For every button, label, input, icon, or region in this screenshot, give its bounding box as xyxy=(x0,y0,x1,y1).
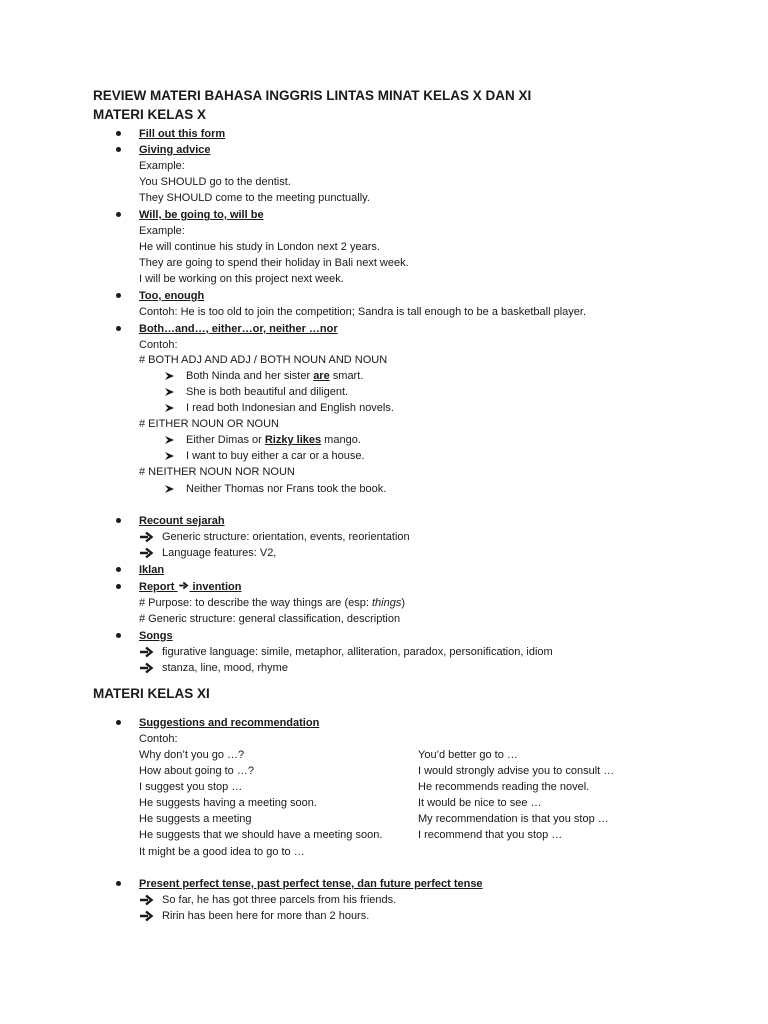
underlined-word: are xyxy=(313,370,330,382)
text-line: They are going to spend their holiday in Bali next week. xyxy=(139,257,409,269)
bullet-icon xyxy=(116,326,121,331)
arrow-right-icon xyxy=(139,908,155,924)
suggestion-left: It might be a good idea to go to … xyxy=(139,846,305,858)
suggestion-right: My recommendation is that you stop … xyxy=(418,813,609,825)
suggestion-right: I would strongly advise you to consult … xyxy=(418,765,615,777)
topic-will-going-to: Will, be going to, will be xyxy=(139,209,264,221)
text-line: # Generic structure: general classification, description xyxy=(139,613,401,625)
rule-line: # NEITHER NOUN NOR NOUN xyxy=(139,466,295,478)
arrow-right-icon xyxy=(139,529,155,545)
suggestion-left: Why don’t you go …? xyxy=(139,749,245,761)
topic-report-invention xyxy=(139,579,241,595)
document-title: REVIEW MATERI BAHASA INGGRIS LINTAS MINAT KELAS X DAN XI xyxy=(93,88,532,103)
text-line: Contoh: xyxy=(139,339,178,351)
suggestion-right: I recommend that you stop … xyxy=(418,829,563,841)
topic-giving-advice: Giving advice xyxy=(139,144,211,156)
example-line: She is both beautiful and diligent. xyxy=(186,386,349,398)
text-line: Generic structure: orientation, events, reorientation xyxy=(162,531,410,543)
text-line: So far, he has got three parcels from his friends. xyxy=(162,894,397,906)
bullet-icon xyxy=(116,633,121,638)
arrow-right-icon xyxy=(139,660,155,676)
arrowhead-bullet-icon xyxy=(162,448,178,464)
arrow-right-icon xyxy=(178,580,190,591)
text-line: Contoh: He is too old to join the competition; Sandra is tall enough to be a basketball player. xyxy=(139,306,587,318)
text-segment: Either Dimas or xyxy=(186,434,265,446)
example-line: I read both Indonesian and English novels. xyxy=(186,402,394,414)
suggestion-left: He suggests having a meeting soon. xyxy=(139,797,317,809)
example-line xyxy=(186,432,361,448)
text-line: Language features: V2, xyxy=(162,547,277,559)
text-line: He will continue his study in London next 2 years. xyxy=(139,241,380,253)
suggestion-left: He suggests that we should have a meeting soon. xyxy=(139,829,383,841)
arrow-right-icon xyxy=(139,545,155,561)
topic-recount-sejarah: Recount sejarah xyxy=(139,515,225,527)
bullet-icon xyxy=(116,131,121,136)
bullet-icon xyxy=(116,567,121,572)
arrowhead-bullet-icon xyxy=(162,400,178,416)
bullet-icon xyxy=(116,720,121,725)
topic-both-either-neither: Both…and…, either…or, neither …nor xyxy=(139,323,338,335)
text-segment: smart. xyxy=(329,370,364,382)
text-segment: ) xyxy=(401,597,405,609)
suggestion-left: He suggests a meeting xyxy=(139,813,252,825)
text-line: figurative language: simile, metaphor, alliteration, paradox, personification, idiom xyxy=(162,646,553,658)
topic-songs: Songs xyxy=(139,630,173,642)
rule-line: # BOTH ADJ AND ADJ / BOTH NOUN AND NOUN xyxy=(139,354,388,366)
text-line: Ririn has been here for more than 2 hours. xyxy=(162,910,370,922)
arrowhead-bullet-icon xyxy=(162,481,178,497)
example-line xyxy=(186,368,363,384)
example-line: I want to buy either a car or a house. xyxy=(186,450,365,462)
text-segment: mango. xyxy=(321,434,361,446)
text-line: They SHOULD come to the meeting punctually. xyxy=(139,192,370,204)
suggestion-right: It would be nice to see … xyxy=(418,797,542,809)
suggestion-left: I suggest you stop … xyxy=(139,781,243,793)
text-line: Example: xyxy=(139,160,185,172)
bullet-icon xyxy=(116,518,121,523)
bullet-icon xyxy=(116,293,121,298)
topic-iklan: Iklan xyxy=(139,564,165,576)
arrow-right-icon xyxy=(139,644,155,660)
arrowhead-bullet-icon xyxy=(162,368,178,384)
rule-line: # EITHER NOUN OR NOUN xyxy=(139,418,279,430)
section-heading-kelas-xi: MATERI KELAS XI xyxy=(93,686,210,701)
text-segment: Both Ninda and her sister xyxy=(186,370,314,382)
underlined-word: Rizky likes xyxy=(264,434,322,446)
suggestion-right: You’d better go to … xyxy=(418,749,518,761)
text-segment: # Purpose: to describe the way things are (esp: xyxy=(139,597,372,609)
bullet-icon xyxy=(116,584,121,589)
text-line: stanza, line, mood, rhyme xyxy=(162,662,288,674)
topic-fill-out-form: Fill out this form xyxy=(139,128,226,140)
text-segment: Report xyxy=(139,581,178,593)
italic-word: things xyxy=(371,597,402,609)
text-line xyxy=(139,595,405,611)
topic-too-enough: Too, enough xyxy=(139,290,205,302)
text-line: You SHOULD go to the dentist. xyxy=(139,176,291,188)
bullet-icon xyxy=(116,147,121,152)
section-heading-kelas-x: MATERI KELAS X xyxy=(93,107,207,122)
text-line: I will be working on this project next week. xyxy=(139,273,344,285)
suggestion-left: How about going to …? xyxy=(139,765,254,777)
topic-suggestions: Suggestions and recommendation xyxy=(139,717,320,729)
text-line: Contoh: xyxy=(139,733,178,745)
arrowhead-bullet-icon xyxy=(162,432,178,448)
topic-perfect-tenses: Present perfect tense, past perfect tense, dan future perfect tense xyxy=(139,878,483,890)
text-line: Example: xyxy=(139,225,185,237)
arrowhead-bullet-icon xyxy=(162,384,178,400)
arrow-right-icon xyxy=(139,892,155,908)
bullet-icon xyxy=(116,212,121,217)
suggestion-right: He recommends reading the novel. xyxy=(418,781,590,793)
bullet-icon xyxy=(116,881,121,886)
example-line: Neither Thomas nor Frans took the book. xyxy=(186,483,387,495)
text-segment: invention xyxy=(189,581,242,593)
